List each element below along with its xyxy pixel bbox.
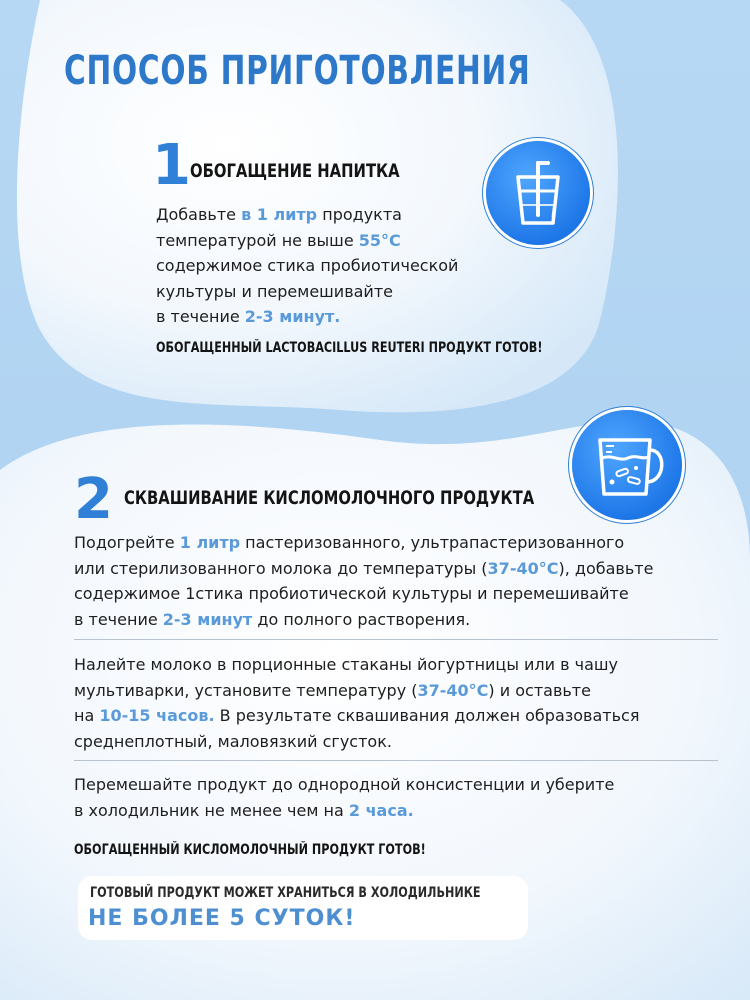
step-1-text: Добавьте в 1 литр продукта температурой не выше 55°C содержимое стика пробиотической культуры и перемешивайте в течение 2-3 минут.: [156, 205, 459, 326]
divider: [74, 760, 718, 761]
step-2-paragraph-3: Перемешайте продукт до однородной консистенции и уберите в холодильник не менее чем на 2 часа.: [74, 775, 615, 820]
glass-with-straw-icon: [486, 141, 590, 245]
storage-note: [78, 876, 528, 940]
step-2-paragraph-1: Подогрейте 1 литр пастеризованного, ультрапастеризованного или стерилизованного молока до температуры (37-40°C), добавьте содержимое 1стика пробиотической культуры и перемешивайте в течение 2-3 минут до полного растворения.: [74, 533, 654, 629]
divider: [74, 639, 718, 640]
step-2-heading: СКВАШИВАНИЕ КИСЛОМОЛОЧНОГО ПРОДУКТА: [124, 487, 535, 509]
page-title: СПОСОБ ПРИГОТОВЛЕНИЯ: [64, 48, 531, 94]
step-1-heading: ОБОГАЩЕНИЕ НАПИТКА: [190, 160, 400, 182]
storage-note-caption: ГОТОВЫЙ ПРОДУКТ МОЖЕТ ХРАНИТЬСЯ В ХОЛОДИЛЬНИКЕ: [90, 885, 481, 901]
storage-note-highlight: НЕ БОЛЕЕ 5 СУТОК!: [88, 906, 356, 931]
step-2-paragraph-2: Налейте молоко в порционные стаканы йогуртницы или в чашу мультиварки, установите температуру (37-40°C) и оставьте на 10-15 часов. В результате сквашивания должен образоваться среднеплотный, маловязкий сгусток.: [74, 655, 640, 751]
step-1-number: 1: [152, 133, 191, 198]
measuring-jug-icon: [572, 410, 682, 520]
step-1-result: ОБОГАЩЕННЫЙ LACTOBACILLUS REUTERI ПРОДУКТ ГОТОВ!: [156, 340, 543, 356]
step-2-number: 2: [74, 467, 113, 532]
step-2-result: ОБОГАЩЕННЫЙ КИСЛОМОЛОЧНЫЙ ПРОДУКТ ГОТОВ!: [74, 842, 426, 858]
